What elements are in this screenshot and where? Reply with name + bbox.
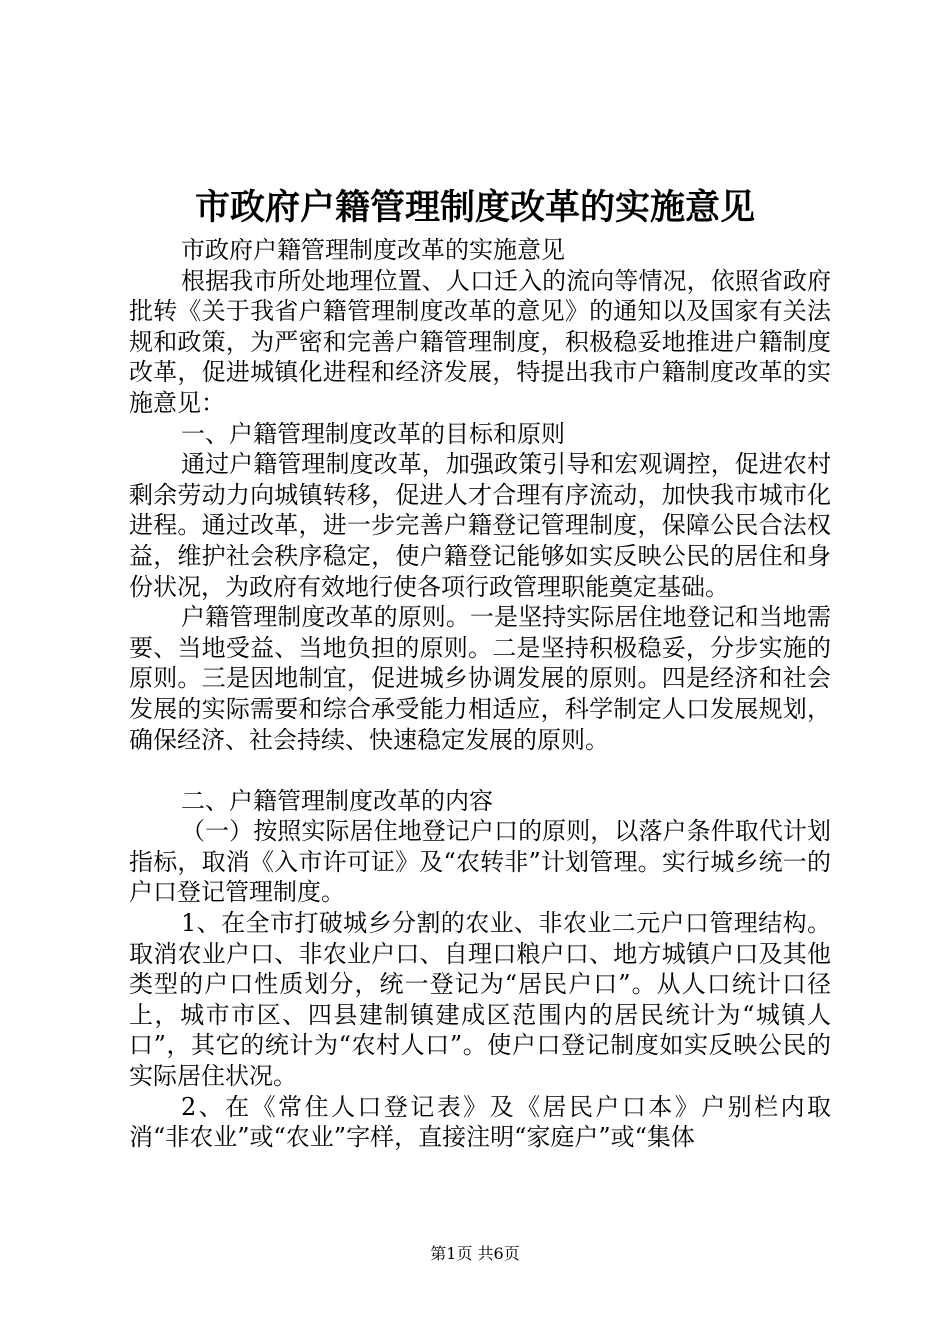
paragraph-content-1: （一）按照实际居住地登记户口的原则，以落户条件取代计划指标，取消《入市许可证》及“农转非”计划管理。实行城乡统一的户口登记管理制度。 — [129, 817, 831, 907]
page-footer: 第1页 共6页 — [430, 1244, 520, 1263]
section-heading-content: 二、户籍管理制度改革的内容 — [181, 786, 493, 815]
paragraph-principles: 户籍管理制度改革的原则。一是坚持实际居住地登记和当地需要、当地受益、当地负担的原则。二是坚持积极稳妥，分步实施的原则。三是因地制宜，促进城乡协调发展的原则。四是经济和社会发展的实际需要和综合承受能力相适应，科学制定人口发展规划，确保经济、社会持续、快速稳定发展的原则。 — [129, 603, 831, 754]
paragraph-item-1: 1、在全市打破城乡分割的农业、非农业二元户口管理结构。取消农业户口、非农业户口、自理口粮户口、地方城镇户口及其他类型的户口性质划分，统一登记为“居民户口”。从人口统计口径上，城市市区、四县建制镇建成区范围内的居民统计为“城镇人口”，其它的统计为“农村人口”。使户口登记制度如实反映公民的实际居住状况。 — [129, 909, 831, 1091]
section-heading-goals: 一、户籍管理制度改革的目标和原则 — [181, 419, 565, 448]
paragraph-intro: 根据我市所处地理位置、人口迁入的流向等情况，依照省政府批转《关于我省户籍管理制度改革的意见》的通知以及国家有关法规和政策，为严密和完善户籍管理制度，积极稳妥地推进户籍制度改革，促进城镇化进程和经济发展，特提出我市户籍制度改革的实施意见： — [129, 266, 831, 417]
blank-line — [129, 755, 831, 786]
paragraph-item-2: 2、在《常住人口登记表》及《居民户口本》户别栏内取消“非农业”或“农业”字样，直接注明“家庭户”或“集体 — [129, 1092, 831, 1152]
document-body — [129, 235, 831, 1153]
document-title: 市政府户籍管理制度改革的实施意见 — [194, 187, 755, 228]
paragraph-subtitle: 市政府户籍管理制度改革的实施意见 — [181, 236, 565, 264]
paragraph-goals: 通过户籍管理制度改革，加强政策引导和宏观调控，促进农村剩余劳动力向城镇转移，促进人才合理有序流动，加快我市城市化进程。通过改革，进一步完善户籍登记管理制度，保障公民合法权益，维护社会秩序稳定，使户籍登记能够如实反映公民的居住和身份状况，为政府有效地行使各项行政管理职能奠定基础。 — [129, 450, 831, 601]
